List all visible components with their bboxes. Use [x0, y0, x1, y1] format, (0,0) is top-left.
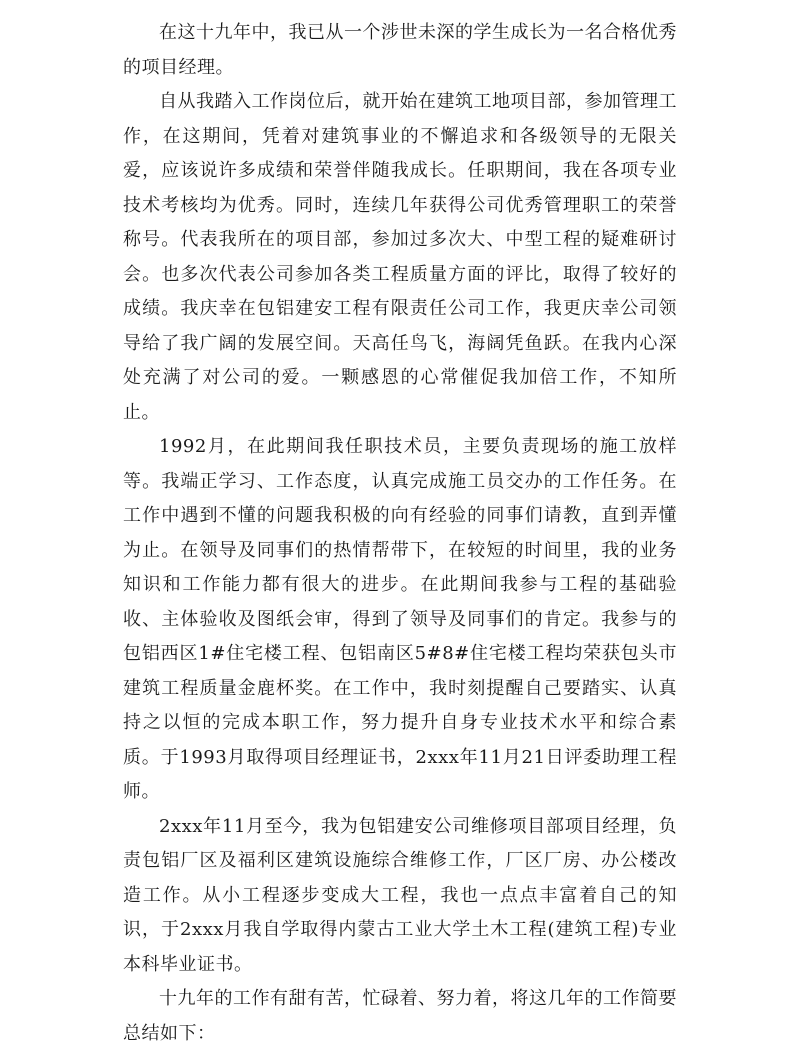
paragraph-summary-intro: 十九年的工作有甜有苦，忙碌着、努力着，将这几年的工作简要总结如下：: [123, 988, 677, 1044]
paragraph-career: 自从我踏入工作岗位后，就开始在建筑工地项目部，参加管理工作，在这期间，凭着对建筑事业的不懈追求和各级领导的无限关爱，应该说许多成绩和荣誉伴随我成长。任职期间，我在各项专业技术考核均为优秀。同时，连续几年获得公司优秀管理职工的荣誉称号。代表我所在的项目部，参加过多次大、中型工程的疑难研讨会。也多次代表公司参加各类工程质量方面的评比，取得了较好的成绩。我庆幸在包铝建安工程有限责任公司工作，我更庆幸公司领导给了我广阔的发展空间。天高任鸟飞，海阔凭鱼跃。在我内心深处充满了对公司的爱。一颗感恩的心常催促我加倍工作，不知所止。: [123, 91, 677, 423]
paragraph-growth: 在这十九年中，我已从一个涉世未深的学生成长为一名合格优秀的项目经理。: [123, 22, 677, 78]
paragraph-1992: 1992月，在此期间我任职技术员，主要负责现场的施工放样等。我端正学习、工作态度，认真完成施工员交办的工作任务。在工作中遇到不懂的问题我积极的向有经验的同事们请教，直到弄懂为止。在领导及同事们的热情帮带下，在较短的时间里，我的业务知识和工作能力都有很大的进步。在此期间我参与工程的基础验收、主体验收及图纸会审，得到了领导及同事们的肯定。我参与的包铝西区1#住宅楼工程、包铝南区5#8#住宅楼工程均荣获包头市建筑工程质量金鹿杯奖。在工作中，我时刻提醒自己要踏实、认真持之以恒的完成本职工作，努力提升自身专业技术水平和综合素质。于1993月取得项目经理证书，2xxx年11月21日评委助理工程师。: [123, 436, 677, 802]
paragraph-project-manager: 2xxx年11月至今，我为包铝建安公司维修项目部项目经理，负责包铝厂区及福利区建筑设施综合维修工作，厂区厂房、办公楼改造工作。从小工程逐步变成大工程，我也一点点丰富着自己的知识，于2xxx月我自学取得内蒙古工业大学土木工程(建筑工程)专业本科毕业证书。: [123, 815, 677, 975]
